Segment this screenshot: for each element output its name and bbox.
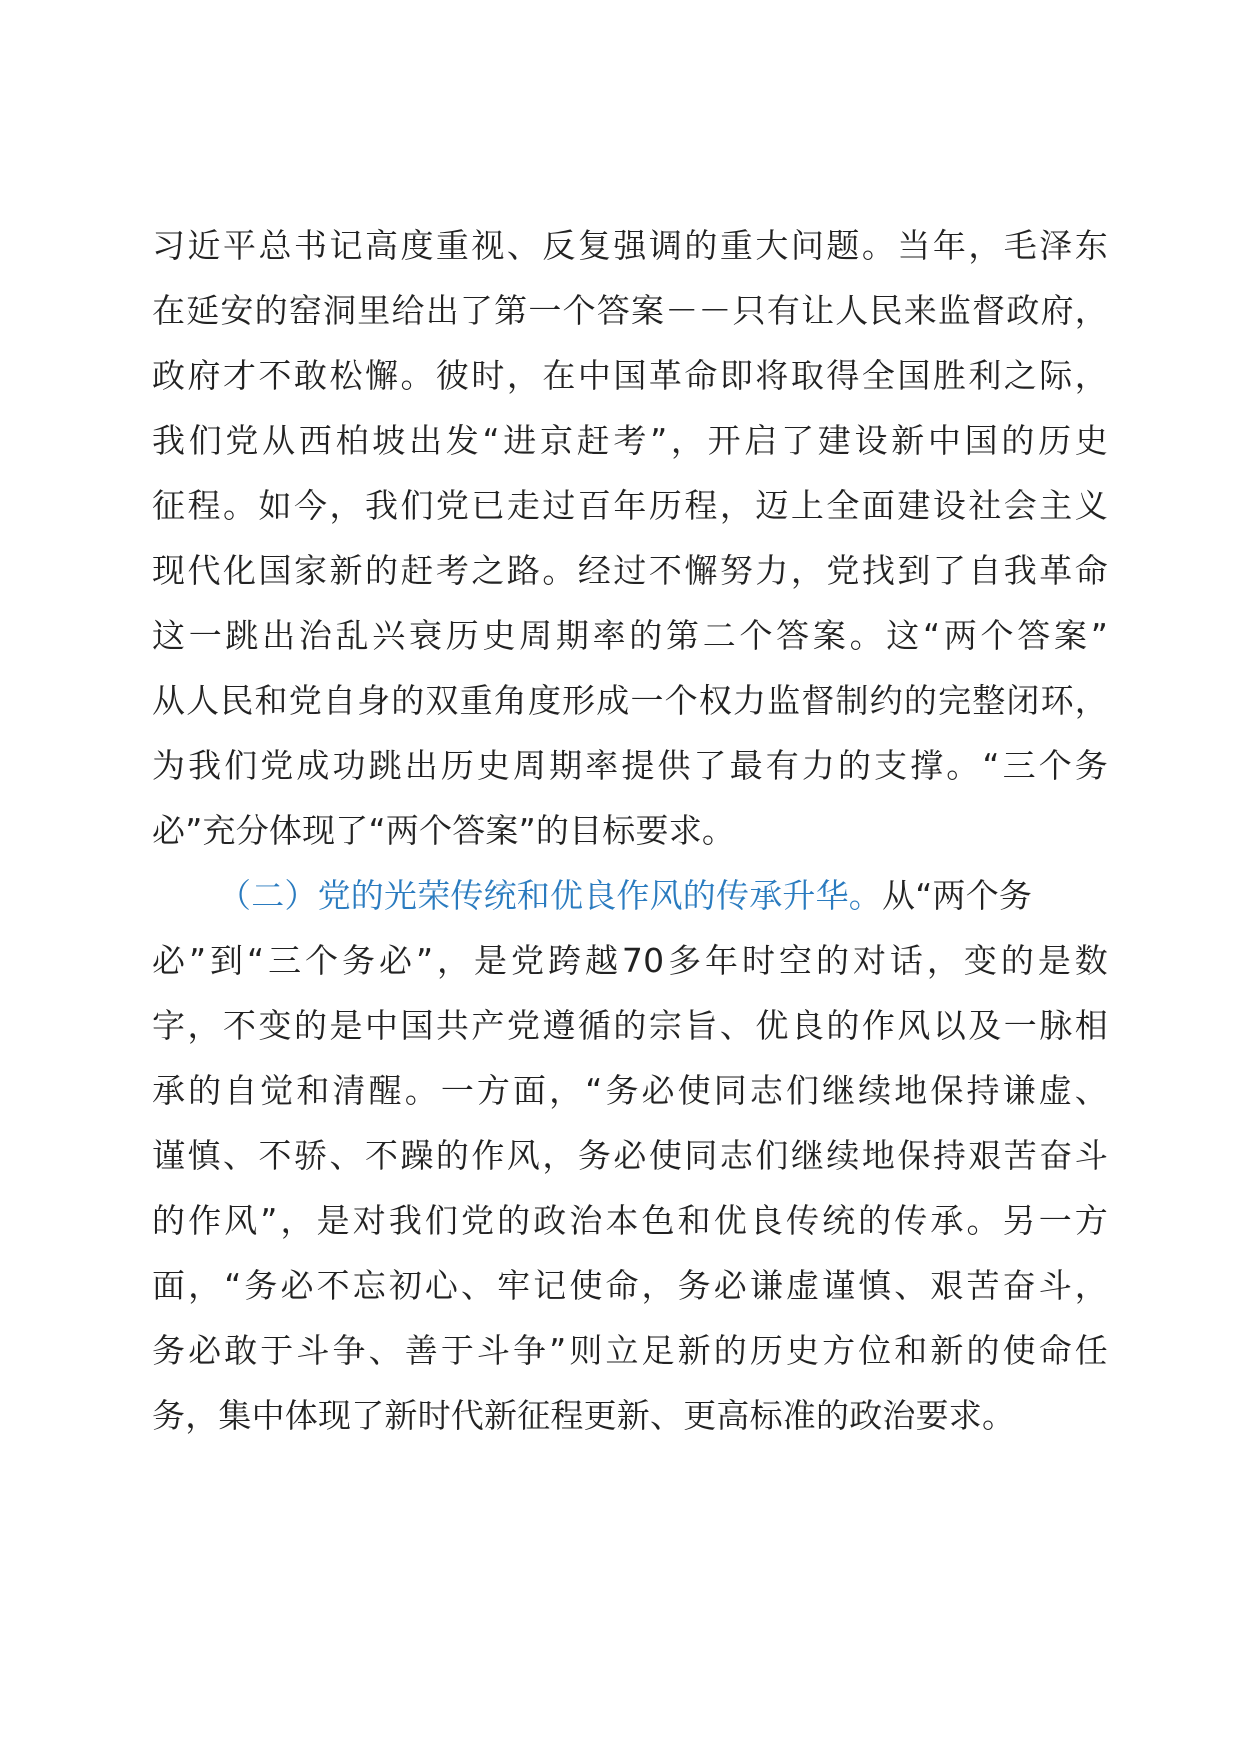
paragraph-line: 务，集中体现了新时代新征程更新、更高标准的政治要求。 (152, 1396, 1016, 1435)
paragraph-line: 我们党从西柏坡出发“进京赶考”，开启了建设新中国的历史 (152, 421, 1108, 460)
paragraph-line: 征程。如今，我们党已走过百年历程，迈上全面建设社会主义 (152, 486, 1108, 525)
paragraph-line: 现代化国家新的赶考之路。经过不懈努力，党找到了自我革命 (152, 551, 1108, 590)
section-heading: （二）党的光荣传统和优良作风的传承升华。 (218, 876, 882, 915)
paragraph-line: 在延安的窑洞里给出了第一个答案－－只有让人民来监督政府， (152, 291, 1108, 330)
paragraph-line: 这一跳出治乱兴衰历史周期率的第二个答案。这“两个答案” (152, 616, 1108, 655)
paragraph-first-line (152, 863, 1108, 928)
paragraph-line: 必”充分体现了“两个答案”的目标要求。 (152, 811, 736, 850)
paragraph-line: 务必敢于斗争、善于斗争”则立足新的历史方位和新的使命任 (152, 1331, 1108, 1370)
paragraph-line: 的作风”，是对我们党的政治本色和优良传统的传承。另一方 (152, 1201, 1108, 1240)
paragraph-line: 政府才不敢松懈。彼时，在中国革命即将取得全国胜利之际， (152, 356, 1108, 395)
paragraph-line: 字，不变的是中国共产党遵循的宗旨、优良的作风以及一脉相 (152, 1006, 1108, 1045)
paragraph-line: 习近平总书记高度重视、反复强调的重大问题。当年，毛泽东 (152, 226, 1108, 265)
heading-continuation: 从“两个务 (882, 876, 1033, 915)
paragraph-1 (152, 213, 1108, 863)
paragraph-line: 承的自觉和清醒。一方面，“务必使同志们继续地保持谦虚、 (152, 1071, 1108, 1110)
paragraph-line: 必”到“三个务必”，是党跨越70多年时空的对话，变的是数 (152, 941, 1108, 980)
paragraph-line: 为我们党成功跳出历史周期率提供了最有力的支撑。“三个务 (152, 746, 1108, 785)
paragraph-2 (152, 863, 1108, 1448)
document-body (152, 213, 1108, 1448)
paragraph-line: 从人民和党自身的双重角度形成一个权力监督制约的完整闭环， (152, 681, 1108, 720)
paragraph-line: 面，“务必不忘初心、牢记使命，务必谦虚谨慎、艰苦奋斗， (152, 1266, 1108, 1305)
paragraph-line: 谨慎、不骄、不躁的作风，务必使同志们继续地保持艰苦奋斗 (152, 1136, 1108, 1175)
